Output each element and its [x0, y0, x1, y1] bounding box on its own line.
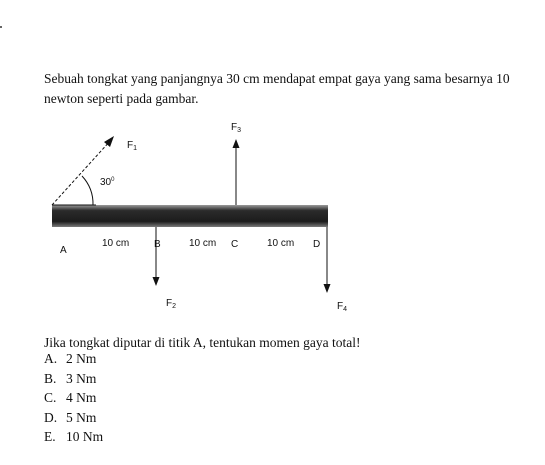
option-a[interactable]	[44, 349, 103, 369]
option-text: 2 Nm	[66, 351, 97, 366]
question-text: Jika tongkat diputar di titik A, tentukan momen gaya total!	[44, 335, 361, 350]
point-b-label: B	[154, 239, 161, 250]
force-f2-arrowhead	[153, 277, 160, 286]
option-letter: B.	[44, 370, 57, 386]
option-letter: D.	[44, 409, 58, 425]
option-text: 10 Nm	[66, 429, 104, 445]
option-letter: C.	[44, 390, 57, 406]
intro-line-2: newton seperti pada gambar.	[44, 91, 199, 106]
option-letter: A.	[44, 351, 58, 366]
force-f2-label: $F_2$	[166, 298, 177, 310]
force-f4-label: $F_4$	[337, 301, 348, 313]
point-a-label: A	[60, 245, 67, 256]
force-f1-label: $F_1$	[127, 140, 138, 152]
option-text: 3 Nm	[66, 370, 97, 386]
angle-arc	[82, 176, 93, 205]
force-f3-arrowhead	[233, 139, 240, 148]
segment-ab-label: 10 cm	[102, 238, 130, 249]
angle-label: $30^0$	[100, 177, 115, 188]
option-e[interactable]	[44, 427, 103, 447]
point-c-label: C	[231, 239, 239, 250]
option-text: 4 Nm	[66, 390, 97, 406]
option-b[interactable]	[44, 369, 103, 389]
option-text: 5 Nm	[66, 409, 97, 425]
segment-bc-label: 10 cm	[189, 238, 217, 249]
answer-options	[44, 349, 103, 447]
rod	[52, 205, 328, 227]
option-c[interactable]	[44, 388, 103, 408]
point-d-label: D	[313, 239, 321, 250]
force-f4-arrowhead	[324, 284, 331, 293]
force-f3-label: $F_3$	[231, 122, 242, 134]
option-letter: E.	[44, 429, 56, 445]
intro-line-1: Sebuah tongkat yang panjangnya 30 cm mendapat empat gaya yang sama besarnya 10	[44, 71, 510, 86]
segment-cd-label: 10 cm	[267, 238, 295, 249]
force-f1-arrow	[52, 140, 111, 205]
option-d[interactable]	[44, 408, 103, 428]
